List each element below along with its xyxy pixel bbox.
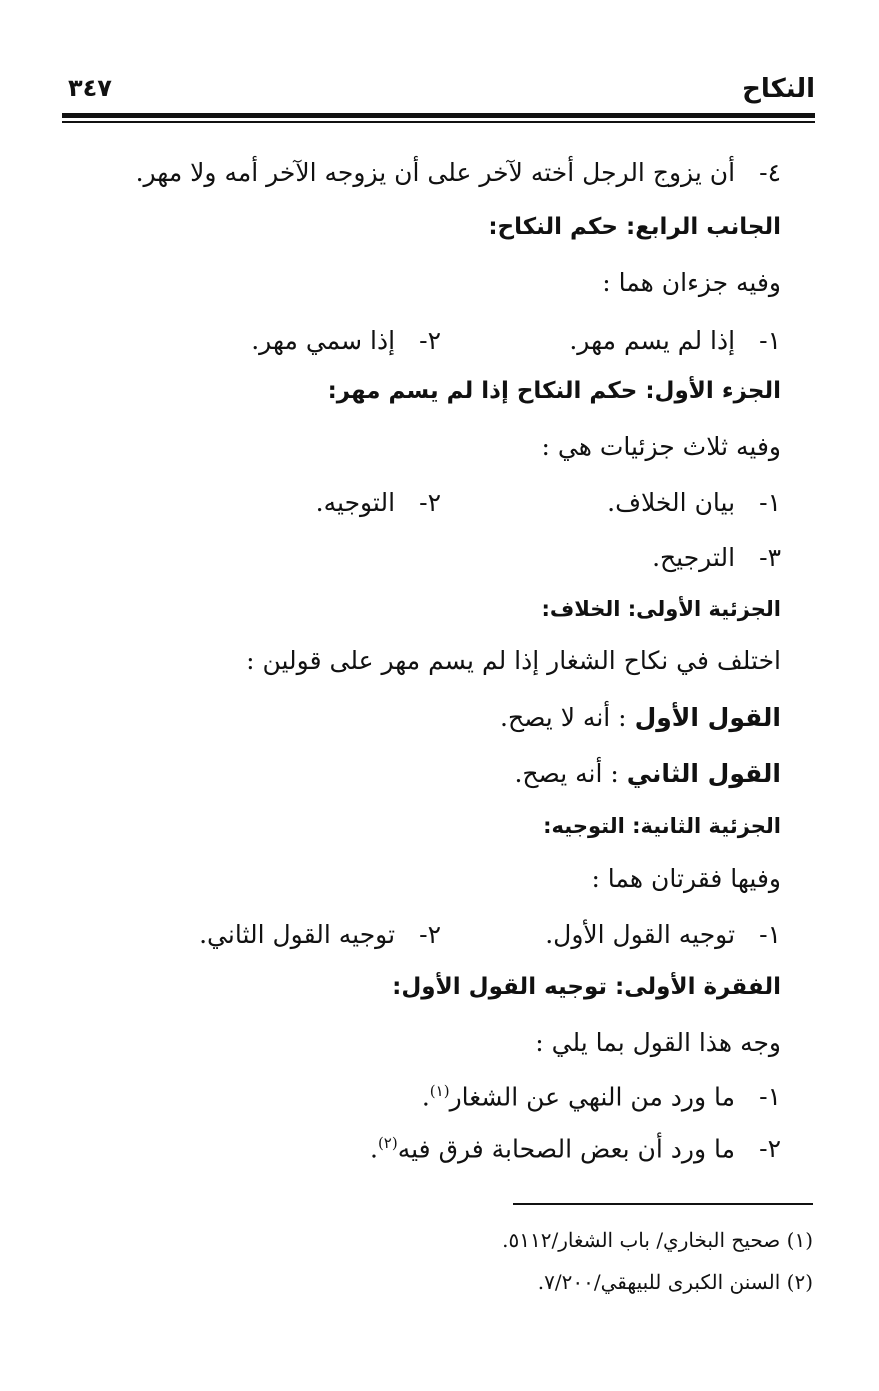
footnote-divider — [513, 1203, 813, 1205]
item-number: ١- — [759, 488, 781, 517]
footnote-ref[interactable]: (١) — [429, 1082, 450, 1100]
paragraph: وفيه ثلاث جزئيات هي : — [541, 432, 781, 461]
header-rule-thin — [62, 121, 815, 123]
list-item — [652, 543, 781, 573]
item-number: ٢- — [419, 488, 441, 517]
footnote-text: السنن الكبرى للبيهقي/٧/٢٠٠. — [537, 1270, 781, 1294]
opinion-text: : أنه يصح. — [514, 759, 619, 788]
section-heading: الجانب الرابع: حكم النكاح: — [488, 214, 781, 240]
list-item — [569, 326, 781, 356]
footnote-text: صحيح البخاري/ باب الشغار/٥١١٢. — [502, 1228, 781, 1252]
footnote-ref[interactable]: (٢) — [377, 1134, 398, 1152]
list-item — [316, 488, 441, 518]
item-number: ٤- — [759, 158, 781, 187]
opinion-label: القول الثاني — [626, 759, 781, 788]
section-heading: الجزئية الأولى: الخلاف: — [541, 597, 781, 621]
paragraph: وجه هذا القول بما يلي : — [535, 1028, 781, 1057]
item-text: توجيه القول الثاني. — [199, 920, 396, 949]
opinion-label: القول الأول — [634, 703, 781, 732]
list-item — [199, 920, 441, 950]
section-heading: الجزئية الثانية: التوجيه: — [543, 814, 781, 838]
chapter-title: النكاح — [742, 74, 815, 104]
header-rule-thick — [62, 113, 815, 118]
item-text: أن يزوج الرجل أخته لآخر على أن يزوجه الآخر أمه ولا مهر. — [135, 158, 736, 187]
footnote — [502, 1228, 813, 1252]
paragraph: اختلف في نكاح الشغار إذا لم يسم مهر على قولين : — [246, 646, 781, 675]
item-number: ٢- — [419, 326, 441, 355]
opinion-text: : أنه لا يصح. — [500, 703, 627, 732]
opinion-line — [514, 759, 781, 789]
item-text: التوجيه. — [315, 488, 396, 517]
list-item — [251, 326, 441, 356]
list-item — [545, 920, 781, 950]
item-text: إذا سمي مهر. — [251, 326, 396, 355]
item-text: توجيه القول الأول. — [545, 920, 736, 949]
item-number: ٣- — [759, 543, 781, 572]
page-number: ٣٤٧ — [68, 74, 112, 102]
footnote-number: (٢) — [786, 1270, 813, 1294]
item-number: ٢- — [419, 920, 441, 949]
paragraph: وفيه جزءان هما : — [602, 268, 781, 297]
section-heading: الجزء الأول: حكم النكاح إذا لم يسم مهر: — [327, 378, 781, 404]
list-item — [422, 1082, 781, 1112]
item-number: ١- — [759, 326, 781, 355]
item-number: ١- — [759, 920, 781, 949]
item-text: بيان الخلاف. — [607, 488, 736, 517]
paragraph: وفيها فقرتان هما : — [591, 864, 781, 893]
item-number: ١- — [759, 1082, 781, 1112]
list-item — [136, 158, 781, 188]
item-number: ٢- — [759, 1134, 781, 1164]
item-text: إذا لم يسم مهر. — [569, 326, 736, 355]
item-text: الترجيح. — [652, 543, 736, 572]
footnote-number: (١) — [786, 1228, 813, 1252]
section-heading: الفقرة الأولى: توجيه القول الأول: — [392, 974, 781, 1000]
list-item — [607, 488, 781, 518]
item-end: . — [421, 1082, 430, 1112]
item-end: . — [369, 1134, 378, 1164]
opinion-line — [500, 703, 781, 733]
page-header — [60, 70, 815, 110]
list-item — [370, 1134, 781, 1164]
item-text: ما ورد أن بعض الصحابة فرق فيه — [397, 1134, 736, 1164]
item-text: ما ورد من النهي عن الشغار — [449, 1082, 736, 1112]
footnote — [538, 1270, 813, 1294]
